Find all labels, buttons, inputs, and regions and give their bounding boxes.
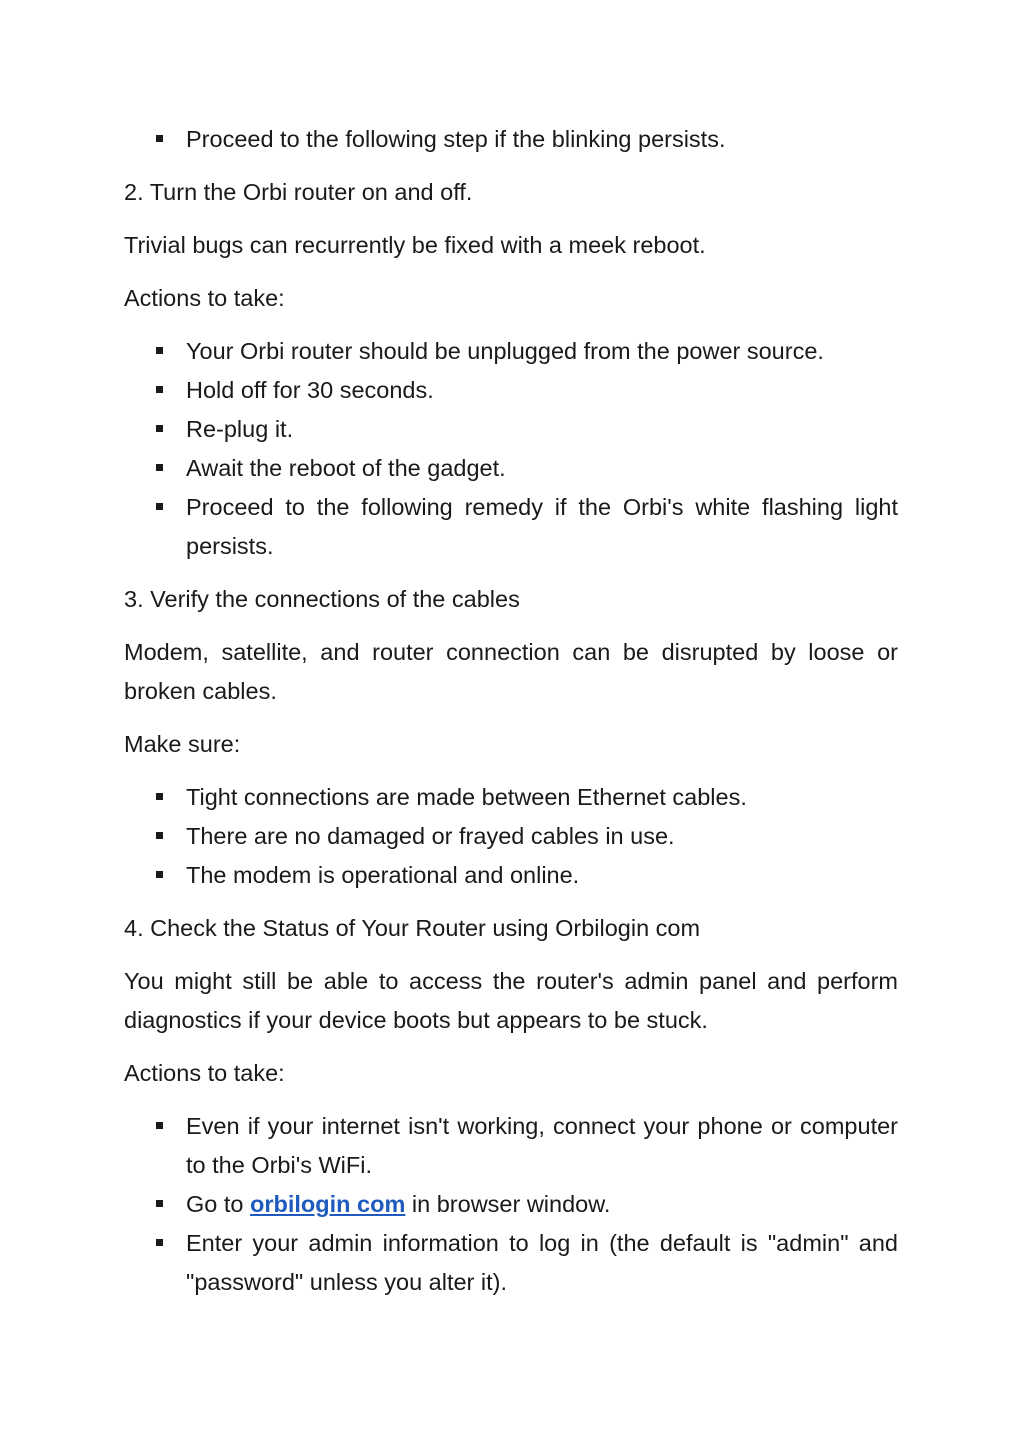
bullet-icon bbox=[156, 464, 163, 471]
section-2-heading: 2. Turn the Orbi router on and off. bbox=[124, 179, 473, 205]
list-item bbox=[124, 778, 898, 817]
bullet-icon bbox=[156, 503, 163, 510]
section-3-bullet-list bbox=[124, 778, 898, 895]
orbilogin-link[interactable]: orbilogin com bbox=[250, 1191, 406, 1217]
list-item bbox=[124, 449, 898, 488]
list-item bbox=[124, 410, 898, 449]
section-3-label: Make sure: bbox=[124, 731, 241, 757]
section-3-text: Modem, satellite, and router connection can be disrupted by loose or broken cables. bbox=[124, 639, 898, 704]
list-item-text: Your Orbi router should be unplugged from the power source. bbox=[186, 338, 824, 364]
list-item-prefix: Go to bbox=[186, 1191, 251, 1217]
section-2-bullet-list bbox=[124, 332, 898, 566]
list-item-text: Even if your internet isn't working, connect your phone or computer to the Orbi's WiFi. bbox=[186, 1113, 898, 1178]
list-item-text: Await the reboot of the gadget. bbox=[186, 455, 506, 481]
bullet-icon bbox=[156, 1200, 163, 1207]
document-page bbox=[124, 120, 898, 1316]
list-item-text: Hold off for 30 seconds. bbox=[186, 377, 434, 403]
section-3-heading: 3. Verify the connections of the cables bbox=[124, 586, 520, 612]
list-item bbox=[124, 1107, 898, 1185]
list-item-text: Re-plug it. bbox=[186, 416, 294, 442]
list-item bbox=[124, 371, 898, 410]
list-item bbox=[124, 332, 898, 371]
list-item bbox=[124, 488, 898, 566]
bullet-icon bbox=[156, 832, 163, 839]
list-item bbox=[124, 1224, 898, 1302]
bullet-icon bbox=[156, 425, 163, 432]
bullet-icon bbox=[156, 793, 163, 800]
section-2-text: Trivial bugs can recurrently be fixed with a meek reboot. bbox=[124, 232, 706, 258]
list-item-suffix: in browser window. bbox=[405, 1191, 611, 1217]
section-4-bullet-list bbox=[124, 1107, 898, 1302]
list-item bbox=[124, 1185, 898, 1224]
list-item-text: The modem is operational and online. bbox=[186, 862, 580, 888]
list-item-text: Enter your admin information to log in (the default is "admin" and "password" unless you alter it). bbox=[186, 1230, 898, 1295]
bullet-icon bbox=[156, 871, 163, 878]
bullet-icon bbox=[156, 347, 163, 354]
bullet-icon bbox=[156, 386, 163, 393]
list-item-text: Proceed to the following remedy if the Orbi's white flashing light persists. bbox=[186, 494, 898, 559]
list-item bbox=[124, 856, 898, 895]
list-item-text: There are no damaged or frayed cables in use. bbox=[186, 823, 675, 849]
bullet-icon bbox=[156, 1122, 163, 1129]
list-item-text: Proceed to the following step if the blinking persists. bbox=[186, 126, 726, 152]
bullet-icon bbox=[156, 1239, 163, 1246]
section-4-actions-label: Actions to take: bbox=[124, 1060, 285, 1086]
list-item bbox=[124, 120, 898, 159]
section-4-text: You might still be able to access the router's admin panel and perform diagnostics if your device boots but appears to be stuck. bbox=[124, 968, 898, 1033]
section-4-heading: 4. Check the Status of Your Router using Orbilogin com bbox=[124, 915, 701, 941]
intro-bullet-list bbox=[124, 120, 898, 159]
bullet-icon bbox=[156, 135, 163, 142]
section-2-actions-label: Actions to take: bbox=[124, 285, 285, 311]
list-item-text: Tight connections are made between Ethernet cables. bbox=[186, 784, 747, 810]
list-item bbox=[124, 817, 898, 856]
